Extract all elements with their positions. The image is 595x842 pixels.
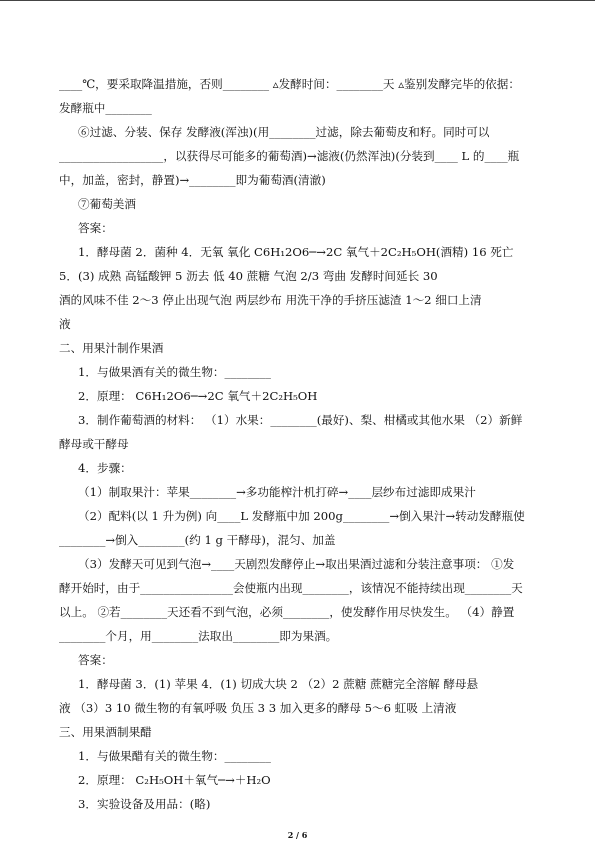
text-line: 5．(3) 成熟 高锰酸钾 5 沥去 低 40 蔗糖 气泡 2/3 弯曲 发酵时间延长 30 <box>59 269 438 283</box>
text-line: （3）发酵天可见到气泡→____天剧烈发酵停止→取出果酒过滤和分装注意事项： ①发 <box>78 557 515 571</box>
text-line: 2．原理： C6H₁2O6─→2C 氧气＋2C₂H₅OH <box>78 389 318 403</box>
top-border-line <box>0 0 595 1</box>
text-line: 液 <box>59 317 71 331</box>
section-heading: 三、用果酒制果醋 <box>59 725 152 739</box>
text-line: 酵开始时，由于________________会使瓶内出现________，该情况不能持续出现________天 <box>59 581 523 595</box>
text-line: 1．酵母菌 2．菌种 4．无氧 氧化 C6H₁2O6─→2C 氧气＋2C₂H₅OH(酒精) 16 死亡 <box>78 245 514 259</box>
text-line: 1．与做果醋有关的微生物：________ <box>78 749 271 763</box>
text-line: 酒的风味不佳 2～3 停止出现气泡 两层纱布 用洗干净的手挤压滤渣 1～2 细口上清 <box>59 293 482 307</box>
text-line: ⑥过滤、分装、保存 发酵液(浑浊)(用________过滤，除去葡萄皮和籽。同时可以 <box>78 125 490 139</box>
text-line: __________________，以获得尽可能多的葡萄酒)→滤液(仍然浑浊)(分装到____ L 的____瓶 <box>59 149 520 163</box>
text-line: （1）制取果汁：苹果________→多功能榨汁机打碎→____层纱布过滤即成果汁 <box>78 485 476 499</box>
text-line: 2．原理： C₂H₅OH＋氧气─→＋H₂O <box>78 773 271 787</box>
text-line: 3．实验设备及用品：(略) <box>78 797 211 811</box>
text-line: 以上。 ②若________天还看不到气泡，必须________，使发酵作用尽快发生。 （4）静置 <box>59 605 515 619</box>
text-line: 1．酵母菌 3．(1) 苹果 4．(1) 切成大块 2 （2）2 蔗糖 蔗糖完全溶解 酵母悬 <box>78 677 479 691</box>
answer-label: 答案： <box>78 653 113 667</box>
text-line: ____℃，要采取降温措施，否则________ ▵发酵时间：________天 ▵鉴别发酵完毕的依据： <box>59 77 520 91</box>
text-line: 4．步骤： <box>78 461 132 475</box>
text-line: 液 （3）3 10 微生物的有氧呼吸 负压 3 3 加入更多的酵母 5～6 虹吸 上清液 <box>59 701 457 715</box>
text-line: 发酵瓶中________ <box>59 101 152 115</box>
text-line: 中，加盖，密封，静置)→________即为葡萄酒(清澈) <box>59 173 326 187</box>
text-line: ________个月，用________法取出________即为果酒。 <box>59 629 338 643</box>
text-line: ________→倒入________(约 1 g 干酵母)，混匀、加盖 <box>59 533 336 547</box>
text-line: （2）配料(以 1 升为例) 向____L 发酵瓶中加 200g________→倒入果汁→转动发酵瓶使 <box>78 509 525 523</box>
text-line: ⑦葡萄美酒 <box>78 197 136 211</box>
answer-label: 答案： <box>78 221 113 235</box>
page-number: 2 / 6 <box>287 830 308 840</box>
text-line: 1．与做果酒有关的微生物：________ <box>78 365 271 379</box>
text-line: 酵母或干酵母 <box>59 437 129 451</box>
text-line: 3．制作葡萄酒的材料： （1）水果：________(最好)、梨、柑橘或其他水果 （2）新鲜 <box>78 413 523 427</box>
section-heading: 二、用果汁制作果酒 <box>59 341 164 355</box>
